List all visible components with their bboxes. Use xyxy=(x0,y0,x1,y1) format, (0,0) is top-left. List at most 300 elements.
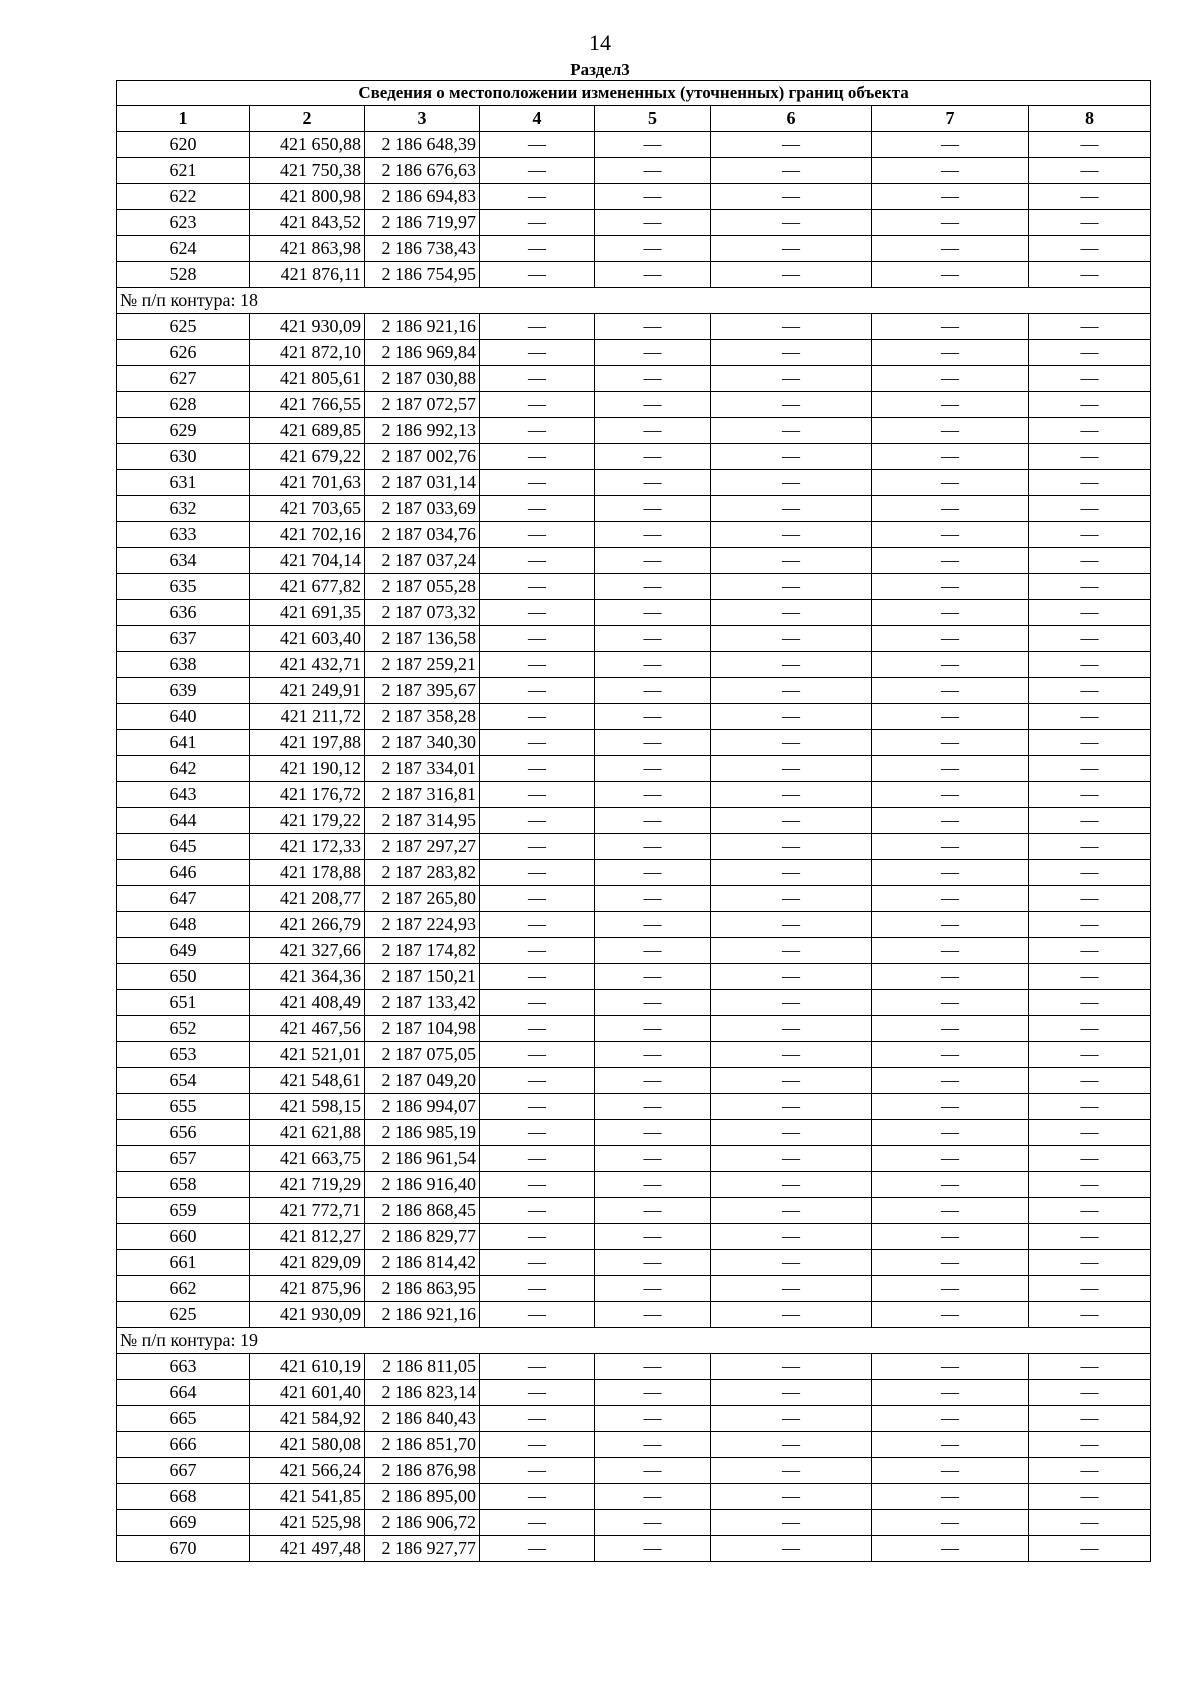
empty-dash-cell-col-4: — xyxy=(480,132,595,158)
point-number-cell: 650 xyxy=(117,964,250,990)
table-row xyxy=(117,626,1151,652)
x-coordinate-cell: 421 805,61 xyxy=(250,366,365,392)
table-row xyxy=(117,1120,1151,1146)
point-number-cell: 642 xyxy=(117,756,250,782)
empty-dash-cell-col-8: — xyxy=(1029,184,1151,210)
y-coordinate-cell: 2 186 927,77 xyxy=(365,1536,480,1562)
y-coordinate-cell: 2 187 265,80 xyxy=(365,886,480,912)
empty-dash-cell-col-5: — xyxy=(595,912,711,938)
empty-dash-cell-col-8: — xyxy=(1029,1380,1151,1406)
empty-dash-cell-col-4: — xyxy=(480,1094,595,1120)
empty-dash-cell-col-7: — xyxy=(872,1484,1029,1510)
empty-dash-cell-col-7: — xyxy=(872,470,1029,496)
x-coordinate-cell: 421 580,08 xyxy=(250,1432,365,1458)
point-number-cell: 662 xyxy=(117,1276,250,1302)
point-number-cell: 637 xyxy=(117,626,250,652)
empty-dash-cell-col-6: — xyxy=(711,626,872,652)
empty-dash-cell-col-7: — xyxy=(872,392,1029,418)
x-coordinate-cell: 421 766,55 xyxy=(250,392,365,418)
empty-dash-cell-col-5: — xyxy=(595,1484,711,1510)
empty-dash-cell-col-5: — xyxy=(595,730,711,756)
y-coordinate-cell: 2 187 030,88 xyxy=(365,366,480,392)
empty-dash-cell-col-8: — xyxy=(1029,1068,1151,1094)
table-row xyxy=(117,522,1151,548)
y-coordinate-cell: 2 186 961,54 xyxy=(365,1146,480,1172)
empty-dash-cell-col-4: — xyxy=(480,808,595,834)
empty-dash-cell-col-6: — xyxy=(711,210,872,236)
empty-dash-cell-col-5: — xyxy=(595,678,711,704)
point-number-cell: 665 xyxy=(117,1406,250,1432)
x-coordinate-cell: 421 467,56 xyxy=(250,1016,365,1042)
empty-dash-cell-col-4: — xyxy=(480,1042,595,1068)
empty-dash-cell-col-7: — xyxy=(872,1094,1029,1120)
table-row xyxy=(117,1276,1151,1302)
empty-dash-cell-col-5: — xyxy=(595,1198,711,1224)
table-row xyxy=(117,1094,1151,1120)
point-number-cell: 641 xyxy=(117,730,250,756)
empty-dash-cell-col-6: — xyxy=(711,1016,872,1042)
table-row xyxy=(117,730,1151,756)
y-coordinate-cell: 2 187 033,69 xyxy=(365,496,480,522)
empty-dash-cell-col-6: — xyxy=(711,990,872,1016)
empty-dash-cell-col-4: — xyxy=(480,496,595,522)
x-coordinate-cell: 421 541,85 xyxy=(250,1484,365,1510)
coordinates-table xyxy=(116,80,1151,1562)
x-coordinate-cell: 421 179,22 xyxy=(250,808,365,834)
empty-dash-cell-col-6: — xyxy=(711,574,872,600)
empty-dash-cell-col-6: — xyxy=(711,600,872,626)
x-coordinate-cell: 421 843,52 xyxy=(250,210,365,236)
empty-dash-cell-col-6: — xyxy=(711,1484,872,1510)
point-number-cell: 636 xyxy=(117,600,250,626)
empty-dash-cell-col-6: — xyxy=(711,1198,872,1224)
x-coordinate-cell: 421 584,92 xyxy=(250,1406,365,1432)
point-number-cell: 633 xyxy=(117,522,250,548)
column-header-4: 4 xyxy=(480,106,595,132)
empty-dash-cell-col-8: — xyxy=(1029,626,1151,652)
empty-dash-cell-col-7: — xyxy=(872,782,1029,808)
empty-dash-cell-col-5: — xyxy=(595,1354,711,1380)
empty-dash-cell-col-6: — xyxy=(711,756,872,782)
table-row xyxy=(117,1068,1151,1094)
point-number-cell: 653 xyxy=(117,1042,250,1068)
empty-dash-cell-col-5: — xyxy=(595,1146,711,1172)
x-coordinate-cell: 421 208,77 xyxy=(250,886,365,912)
y-coordinate-cell: 2 186 694,83 xyxy=(365,184,480,210)
empty-dash-cell-col-8: — xyxy=(1029,340,1151,366)
x-coordinate-cell: 421 190,12 xyxy=(250,756,365,782)
empty-dash-cell-col-8: — xyxy=(1029,886,1151,912)
table-row xyxy=(117,314,1151,340)
point-number-cell: 631 xyxy=(117,470,250,496)
empty-dash-cell-col-4: — xyxy=(480,1172,595,1198)
y-coordinate-cell: 2 186 921,16 xyxy=(365,314,480,340)
empty-dash-cell-col-8: — xyxy=(1029,132,1151,158)
x-coordinate-cell: 421 679,22 xyxy=(250,444,365,470)
y-coordinate-cell: 2 186 738,43 xyxy=(365,236,480,262)
y-coordinate-cell: 2 187 297,27 xyxy=(365,834,480,860)
empty-dash-cell-col-5: — xyxy=(595,1510,711,1536)
y-coordinate-cell: 2 186 906,72 xyxy=(365,1510,480,1536)
table-row xyxy=(117,1224,1151,1250)
y-coordinate-cell: 2 187 002,76 xyxy=(365,444,480,470)
empty-dash-cell-col-5: — xyxy=(595,756,711,782)
empty-dash-cell-col-7: — xyxy=(872,1302,1029,1328)
empty-dash-cell-col-8: — xyxy=(1029,704,1151,730)
empty-dash-cell-col-4: — xyxy=(480,1354,595,1380)
table-row xyxy=(117,1016,1151,1042)
x-coordinate-cell: 421 689,85 xyxy=(250,418,365,444)
x-coordinate-cell: 421 691,35 xyxy=(250,600,365,626)
empty-dash-cell-col-5: — xyxy=(595,158,711,184)
y-coordinate-cell: 2 186 868,45 xyxy=(365,1198,480,1224)
empty-dash-cell-col-4: — xyxy=(480,704,595,730)
x-coordinate-cell: 421 172,33 xyxy=(250,834,365,860)
empty-dash-cell-col-7: — xyxy=(872,1120,1029,1146)
empty-dash-cell-col-4: — xyxy=(480,626,595,652)
empty-dash-cell-col-6: — xyxy=(711,1536,872,1562)
y-coordinate-cell: 2 186 863,95 xyxy=(365,1276,480,1302)
y-coordinate-cell: 2 187 259,21 xyxy=(365,652,480,678)
empty-dash-cell-col-5: — xyxy=(595,938,711,964)
y-coordinate-cell: 2 186 921,16 xyxy=(365,1302,480,1328)
empty-dash-cell-col-6: — xyxy=(711,1068,872,1094)
y-coordinate-cell: 2 186 823,14 xyxy=(365,1380,480,1406)
empty-dash-cell-col-5: — xyxy=(595,1250,711,1276)
empty-dash-cell-col-7: — xyxy=(872,132,1029,158)
point-number-cell: 661 xyxy=(117,1250,250,1276)
table-title-row xyxy=(117,81,1151,106)
empty-dash-cell-col-7: — xyxy=(872,184,1029,210)
empty-dash-cell-col-6: — xyxy=(711,366,872,392)
x-coordinate-cell: 421 249,91 xyxy=(250,678,365,704)
x-coordinate-cell: 421 610,19 xyxy=(250,1354,365,1380)
point-number-cell: 648 xyxy=(117,912,250,938)
empty-dash-cell-col-4: — xyxy=(480,1224,595,1250)
y-coordinate-cell: 2 186 876,98 xyxy=(365,1458,480,1484)
empty-dash-cell-col-5: — xyxy=(595,652,711,678)
empty-dash-cell-col-7: — xyxy=(872,158,1029,184)
empty-dash-cell-col-6: — xyxy=(711,730,872,756)
point-number-cell: 657 xyxy=(117,1146,250,1172)
point-number-cell: 647 xyxy=(117,886,250,912)
empty-dash-cell-col-6: — xyxy=(711,184,872,210)
point-number-cell: 626 xyxy=(117,340,250,366)
empty-dash-cell-col-8: — xyxy=(1029,1120,1151,1146)
x-coordinate-cell: 421 197,88 xyxy=(250,730,365,756)
table-row xyxy=(117,1250,1151,1276)
empty-dash-cell-col-8: — xyxy=(1029,418,1151,444)
empty-dash-cell-col-7: — xyxy=(872,912,1029,938)
empty-dash-cell-col-5: — xyxy=(595,1406,711,1432)
empty-dash-cell-col-4: — xyxy=(480,184,595,210)
y-coordinate-cell: 2 187 037,24 xyxy=(365,548,480,574)
table-row xyxy=(117,236,1151,262)
empty-dash-cell-col-6: — xyxy=(711,704,872,730)
table-row xyxy=(117,1484,1151,1510)
y-coordinate-cell: 2 187 150,21 xyxy=(365,964,480,990)
y-coordinate-cell: 2 187 104,98 xyxy=(365,1016,480,1042)
x-coordinate-cell: 421 266,79 xyxy=(250,912,365,938)
empty-dash-cell-col-6: — xyxy=(711,1458,872,1484)
y-coordinate-cell: 2 187 334,01 xyxy=(365,756,480,782)
empty-dash-cell-col-7: — xyxy=(872,834,1029,860)
empty-dash-cell-col-5: — xyxy=(595,184,711,210)
empty-dash-cell-col-8: — xyxy=(1029,1536,1151,1562)
empty-dash-cell-col-6: — xyxy=(711,1510,872,1536)
table-row xyxy=(117,418,1151,444)
empty-dash-cell-col-5: — xyxy=(595,1458,711,1484)
point-number-cell: 640 xyxy=(117,704,250,730)
empty-dash-cell-col-4: — xyxy=(480,444,595,470)
y-coordinate-cell: 2 186 969,84 xyxy=(365,340,480,366)
empty-dash-cell-col-5: — xyxy=(595,1172,711,1198)
x-coordinate-cell: 421 176,72 xyxy=(250,782,365,808)
empty-dash-cell-col-7: — xyxy=(872,1172,1029,1198)
empty-dash-cell-col-4: — xyxy=(480,236,595,262)
y-coordinate-cell: 2 186 985,19 xyxy=(365,1120,480,1146)
table-body xyxy=(117,132,1151,1562)
y-coordinate-cell: 2 187 395,67 xyxy=(365,678,480,704)
y-coordinate-cell: 2 187 174,82 xyxy=(365,938,480,964)
empty-dash-cell-col-5: — xyxy=(595,470,711,496)
table-row xyxy=(117,886,1151,912)
empty-dash-cell-col-6: — xyxy=(711,340,872,366)
table-row xyxy=(117,132,1151,158)
empty-dash-cell-col-6: — xyxy=(711,1172,872,1198)
empty-dash-cell-col-7: — xyxy=(872,1042,1029,1068)
empty-dash-cell-col-4: — xyxy=(480,1068,595,1094)
empty-dash-cell-col-4: — xyxy=(480,1016,595,1042)
table-row xyxy=(117,210,1151,236)
x-coordinate-cell: 421 872,10 xyxy=(250,340,365,366)
point-number-cell: 628 xyxy=(117,392,250,418)
empty-dash-cell-col-7: — xyxy=(872,990,1029,1016)
x-coordinate-cell: 421 521,01 xyxy=(250,1042,365,1068)
empty-dash-cell-col-6: — xyxy=(711,496,872,522)
y-coordinate-cell: 2 187 034,76 xyxy=(365,522,480,548)
point-number-cell: 669 xyxy=(117,1510,250,1536)
empty-dash-cell-col-4: — xyxy=(480,1510,595,1536)
empty-dash-cell-col-4: — xyxy=(480,678,595,704)
empty-dash-cell-col-7: — xyxy=(872,236,1029,262)
empty-dash-cell-col-6: — xyxy=(711,314,872,340)
y-coordinate-cell: 2 186 811,05 xyxy=(365,1354,480,1380)
y-coordinate-cell: 2 186 851,70 xyxy=(365,1432,480,1458)
empty-dash-cell-col-6: — xyxy=(711,1042,872,1068)
y-coordinate-cell: 2 187 055,28 xyxy=(365,574,480,600)
empty-dash-cell-col-6: — xyxy=(711,548,872,574)
x-coordinate-cell: 421 663,75 xyxy=(250,1146,365,1172)
empty-dash-cell-col-4: — xyxy=(480,392,595,418)
empty-dash-cell-col-5: — xyxy=(595,1432,711,1458)
point-number-cell: 625 xyxy=(117,314,250,340)
point-number-cell: 666 xyxy=(117,1432,250,1458)
point-number-cell: 644 xyxy=(117,808,250,834)
empty-dash-cell-col-8: — xyxy=(1029,860,1151,886)
empty-dash-cell-col-8: — xyxy=(1029,574,1151,600)
y-coordinate-cell: 2 187 136,58 xyxy=(365,626,480,652)
table-row xyxy=(117,1536,1151,1562)
empty-dash-cell-col-8: — xyxy=(1029,262,1151,288)
x-coordinate-cell: 421 701,63 xyxy=(250,470,365,496)
empty-dash-cell-col-8: — xyxy=(1029,1484,1151,1510)
empty-dash-cell-col-7: — xyxy=(872,1458,1029,1484)
empty-dash-cell-col-4: — xyxy=(480,1458,595,1484)
empty-dash-cell-col-6: — xyxy=(711,1146,872,1172)
empty-dash-cell-col-6: — xyxy=(711,938,872,964)
point-number-cell: 528 xyxy=(117,262,250,288)
empty-dash-cell-col-8: — xyxy=(1029,782,1151,808)
empty-dash-cell-col-4: — xyxy=(480,1146,595,1172)
empty-dash-cell-col-7: — xyxy=(872,1068,1029,1094)
empty-dash-cell-col-4: — xyxy=(480,470,595,496)
empty-dash-cell-col-6: — xyxy=(711,1276,872,1302)
x-coordinate-cell: 421 525,98 xyxy=(250,1510,365,1536)
empty-dash-cell-col-6: — xyxy=(711,886,872,912)
empty-dash-cell-col-7: — xyxy=(872,938,1029,964)
table-row xyxy=(117,938,1151,964)
x-coordinate-cell: 421 603,40 xyxy=(250,626,365,652)
empty-dash-cell-col-5: — xyxy=(595,1224,711,1250)
empty-dash-cell-col-5: — xyxy=(595,236,711,262)
point-number-cell: 651 xyxy=(117,990,250,1016)
empty-dash-cell-col-4: — xyxy=(480,1120,595,1146)
empty-dash-cell-col-4: — xyxy=(480,1484,595,1510)
table-row xyxy=(117,912,1151,938)
column-header-2: 2 xyxy=(250,106,365,132)
empty-dash-cell-col-7: — xyxy=(872,652,1029,678)
empty-dash-cell-col-7: — xyxy=(872,418,1029,444)
empty-dash-cell-col-4: — xyxy=(480,1536,595,1562)
empty-dash-cell-col-8: — xyxy=(1029,470,1151,496)
point-number-cell: 639 xyxy=(117,678,250,704)
point-number-cell: 621 xyxy=(117,158,250,184)
empty-dash-cell-col-4: — xyxy=(480,730,595,756)
point-number-cell: 652 xyxy=(117,1016,250,1042)
table-row xyxy=(117,756,1151,782)
empty-dash-cell-col-7: — xyxy=(872,210,1029,236)
x-coordinate-cell: 421 677,82 xyxy=(250,574,365,600)
empty-dash-cell-col-8: — xyxy=(1029,210,1151,236)
point-number-cell: 664 xyxy=(117,1380,250,1406)
empty-dash-cell-col-5: — xyxy=(595,262,711,288)
point-number-cell: 622 xyxy=(117,184,250,210)
point-number-cell: 632 xyxy=(117,496,250,522)
table-row xyxy=(117,1146,1151,1172)
empty-dash-cell-col-6: — xyxy=(711,262,872,288)
empty-dash-cell-col-8: — xyxy=(1029,1432,1151,1458)
table-row xyxy=(117,1172,1151,1198)
empty-dash-cell-col-7: — xyxy=(872,522,1029,548)
empty-dash-cell-col-5: — xyxy=(595,990,711,1016)
empty-dash-cell-col-6: — xyxy=(711,1302,872,1328)
empty-dash-cell-col-4: — xyxy=(480,1432,595,1458)
empty-dash-cell-col-5: — xyxy=(595,626,711,652)
x-coordinate-cell: 421 327,66 xyxy=(250,938,365,964)
x-coordinate-cell: 421 750,38 xyxy=(250,158,365,184)
empty-dash-cell-col-8: — xyxy=(1029,1302,1151,1328)
table-row xyxy=(117,1406,1151,1432)
empty-dash-cell-col-4: — xyxy=(480,1406,595,1432)
x-coordinate-cell: 421 812,27 xyxy=(250,1224,365,1250)
empty-dash-cell-col-5: — xyxy=(595,1302,711,1328)
empty-dash-cell-col-6: — xyxy=(711,1406,872,1432)
empty-dash-cell-col-7: — xyxy=(872,314,1029,340)
empty-dash-cell-col-8: — xyxy=(1029,366,1151,392)
empty-dash-cell-col-5: — xyxy=(595,1068,711,1094)
empty-dash-cell-col-6: — xyxy=(711,236,872,262)
empty-dash-cell-col-6: — xyxy=(711,1380,872,1406)
table-row xyxy=(117,444,1151,470)
empty-dash-cell-col-8: — xyxy=(1029,678,1151,704)
empty-dash-cell-col-8: — xyxy=(1029,1276,1151,1302)
empty-dash-cell-col-4: — xyxy=(480,886,595,912)
empty-dash-cell-col-5: — xyxy=(595,1536,711,1562)
point-number-cell: 668 xyxy=(117,1484,250,1510)
y-coordinate-cell: 2 187 075,05 xyxy=(365,1042,480,1068)
x-coordinate-cell: 421 601,40 xyxy=(250,1380,365,1406)
empty-dash-cell-col-6: — xyxy=(711,808,872,834)
empty-dash-cell-col-4: — xyxy=(480,756,595,782)
table-row xyxy=(117,808,1151,834)
empty-dash-cell-col-6: — xyxy=(711,678,872,704)
table-row xyxy=(117,262,1151,288)
empty-dash-cell-col-6: — xyxy=(711,158,872,184)
point-number-cell: 654 xyxy=(117,1068,250,1094)
empty-dash-cell-col-8: — xyxy=(1029,1510,1151,1536)
table-row xyxy=(117,1302,1151,1328)
empty-dash-cell-col-5: — xyxy=(595,886,711,912)
empty-dash-cell-col-4: — xyxy=(480,522,595,548)
point-number-cell: 649 xyxy=(117,938,250,964)
y-coordinate-cell: 2 186 829,77 xyxy=(365,1224,480,1250)
point-number-cell: 643 xyxy=(117,782,250,808)
empty-dash-cell-col-5: — xyxy=(595,574,711,600)
table-row xyxy=(117,340,1151,366)
empty-dash-cell-col-8: — xyxy=(1029,1250,1151,1276)
empty-dash-cell-col-6: — xyxy=(711,522,872,548)
empty-dash-cell-col-6: — xyxy=(711,1250,872,1276)
empty-dash-cell-col-7: — xyxy=(872,678,1029,704)
point-number-cell: 659 xyxy=(117,1198,250,1224)
table-row xyxy=(117,704,1151,730)
column-header-8: 8 xyxy=(1029,106,1151,132)
y-coordinate-cell: 2 187 133,42 xyxy=(365,990,480,1016)
empty-dash-cell-col-7: — xyxy=(872,1380,1029,1406)
x-coordinate-cell: 421 621,88 xyxy=(250,1120,365,1146)
empty-dash-cell-col-7: — xyxy=(872,600,1029,626)
empty-dash-cell-col-7: — xyxy=(872,340,1029,366)
table-row xyxy=(117,184,1151,210)
empty-dash-cell-col-4: — xyxy=(480,1380,595,1406)
y-coordinate-cell: 2 186 895,00 xyxy=(365,1484,480,1510)
table-row xyxy=(117,1432,1151,1458)
empty-dash-cell-col-6: — xyxy=(711,782,872,808)
table-row xyxy=(117,1458,1151,1484)
column-header-5: 5 xyxy=(595,106,711,132)
y-coordinate-cell: 2 186 814,42 xyxy=(365,1250,480,1276)
empty-dash-cell-col-6: — xyxy=(711,444,872,470)
empty-dash-cell-col-7: — xyxy=(872,1406,1029,1432)
table-row xyxy=(117,470,1151,496)
empty-dash-cell-col-7: — xyxy=(872,1146,1029,1172)
empty-dash-cell-col-8: — xyxy=(1029,1198,1151,1224)
empty-dash-cell-col-5: — xyxy=(595,1016,711,1042)
empty-dash-cell-col-5: — xyxy=(595,782,711,808)
point-number-cell: 660 xyxy=(117,1224,250,1250)
empty-dash-cell-col-4: — xyxy=(480,418,595,444)
